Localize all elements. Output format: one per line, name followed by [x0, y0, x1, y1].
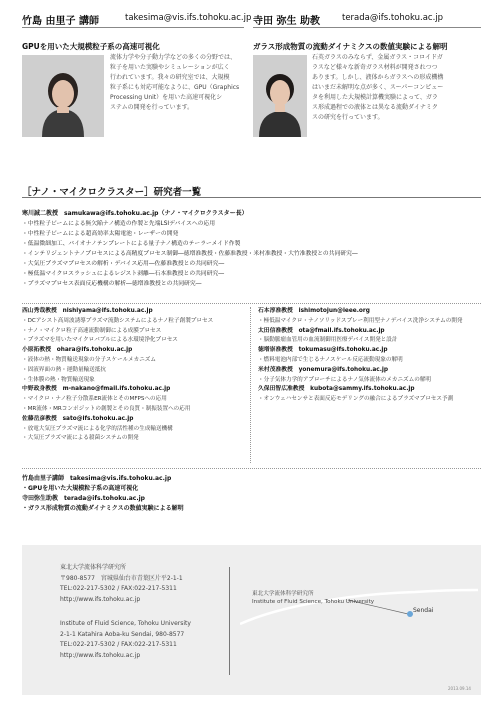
- research-item: ・プラズマプロセス表面反応機構の解析―徳増准教授との共同研究―: [22, 281, 202, 287]
- researcher-list-right: 石本淳准教授 ishimotojun@ieee.org ・極低温マイクロ・ナノソリッドスプレー利用型ナノデバイス洗浄システムの開発 太田信准教授 ota@fmail.ifs.tohoku.ac.jp ・脳動脈瘤血管用の血流制御用医療デバイス開発と設計 徳増崇准教授 tokumasu@ifs.tohoku.ac.jp ・燃料電池内部で生じるナノスケール反応流動現象の解明 米村茂准教授 yonemura@ifs.tohoku.ac.jp ・分子気体力学的アプローチによるナノ気体流体のメカニズムの解明 久保田智広准教授 kubota@sammy.ifs.tohoku.ac.jp ・オンウェハセンサと表面反応モデリングの融合によるプラズマプロセス予測: [258, 308, 463, 403]
- print-code: 2013.09.14: [448, 686, 471, 691]
- research-item: ・極低温マイクロスラッシュによるレジスト剥離―石本准教授との共同研究―: [22, 271, 225, 277]
- profile-email[interactable]: terada@ifs.tohoku.ac.jp: [342, 13, 444, 23]
- research-item: ・中性粒子ビームによる超高効率太陽電池・レーザーの開発: [22, 231, 179, 237]
- section-divider: [22, 197, 481, 198]
- column-divider: [250, 307, 251, 463]
- divider: [253, 27, 481, 28]
- researcher-heading: 寒川誠二教授 samukawa@ifs.tohoku.ac.jp（ナノ・マイクロクラスター長）: [22, 210, 248, 217]
- profile-title: ガラス形成物質の流動ダイナミクスの数値実験による解明: [253, 42, 448, 51]
- leader-block: [22, 209, 358, 289]
- portrait-photo: [22, 55, 104, 137]
- research-item: ・大気圧プラズマプロセスの解析・デバイス応用―佐藤准教授との共同研究―: [22, 261, 225, 267]
- research-item: ・インテリジェントナノプロセスによる高精度プロセス制御―徳増准教授・佐藤准教授・米村准教授・大竹准教授との共同研究―: [22, 251, 358, 257]
- divider: [22, 468, 481, 469]
- profile-description: 流体力学や分子動力学などの多くの分野では、 粒子を用いた実験やシミュレーションが広く 行われています。我々の研究室では、大規模 粒子系にも対応可能なように、GPU（Graphics Processing Unit）を用いた高速可視化シ ステムの開発を行っています。: [110, 54, 240, 111]
- map-label: 東北大学流体科学研究所 Institute of Fluid Science, Tohoku University: [252, 591, 375, 605]
- researcher-list-bottom: 竹島由里子講師 takesima@vis.ifs.tohoku.ac.jp ・GPUを用いた大規模粒子系の高速可視化 寺田弥生助教 terada@ifs.tohoku.ac.jp ・ガラス形成物質の流動ダイナミクスの数値実験による解明: [22, 475, 184, 512]
- profile-email[interactable]: takesima@vis.ifs.tohoku.ac.jp: [125, 13, 252, 23]
- footer-divider: [229, 567, 230, 675]
- research-item: ・中性粒子ビームによる無欠陥ナノ構造の作製と先端LSIデバイスへの応用: [22, 221, 216, 227]
- website-link[interactable]: http://www.ifs.tohoku.ac.jp: [60, 651, 141, 659]
- divider: [22, 27, 244, 28]
- section-title: ［ナノ・マイクロクラスター］研究者一覧: [22, 187, 202, 198]
- divider: [22, 303, 481, 304]
- research-item: ・低温微細加工、バイオナノテンプレートによる量子ナノ構造のテーラーメイド作製: [22, 241, 241, 247]
- profile-name: 寺田 弥生 助教: [253, 16, 320, 27]
- footer-address-en: Institute of Fluid Science, Tohoku University 2-1-1 Katahira Aoba-ku Sendai, 980-8577 TEL:022-217-5302 / FAX:022-217-5311 http://www.ifs.tohoku.ac.jp: [60, 619, 191, 661]
- profile-name: 竹島 由里子 講師: [22, 16, 99, 27]
- portrait-photo: [253, 55, 307, 137]
- footer-address-jp: 東北大学流体科学研究所 〒980-8577 宮城県仙台市青葉区片平2-1-1 TEL:022-217-5302 / FAX:022-217-5311 http://www.ifs.tohoku.ac.jp: [60, 563, 183, 605]
- profile-title: GPUを用いた大規模粒子系の高速可視化: [22, 42, 160, 51]
- website-link[interactable]: http://www.ifs.tohoku.ac.jp: [60, 595, 141, 603]
- researcher-list-left: 西山秀哉教授 nishiyama@ifs.tohoku.ac.jp ・DCアシスト高周波誘導プラズマ流動システムによるナノ粒子創製プロセス ・ナノ・マイクロ粒子高速流動制御による成膜プロセス ・プラズマを用いたマイクロバブルによる水環境浄化プロセス 小原拓教授 ohara@ifs.tohoku.ac.jp ・液体の熱・物質輸送現象の分子スケールメカニズム ・固液界面の熱・運動量輸送抵抗 ・生体膜の熱・物質輸送現象 中野政身教授 m-nakano@fmail.ifs.tohoku.ac.jp ・マイクロ・ナノ粒子分散系ER流体とそのMFPSへの応用 ・MR流体・MRコンポジットの創製とその良質・制振装置への応用 佐藤岳彦教授 sato@ifs.tohoku.ac.jp ・放電大気圧プラズマ流による化学的活性種の生成輸送機構 ・大気圧プラズマ流による殺菌システムの開発: [22, 308, 214, 442]
- city-label: Sendai: [413, 607, 434, 614]
- profile-description: 石英ガラスのみならず、金属ガラス・コロイドガ ラスなど様々な新奇ガラス材料が開発されつつ あります。しかし、液体からガラスへの形成機構 はいまだ未解明な点が多く、スーパーコンピュー タを利用した大規模計算機実験によって、ガラ ス形成過程での液体とは異なる流動ダイナミク スの研究を行っています。: [312, 54, 444, 121]
